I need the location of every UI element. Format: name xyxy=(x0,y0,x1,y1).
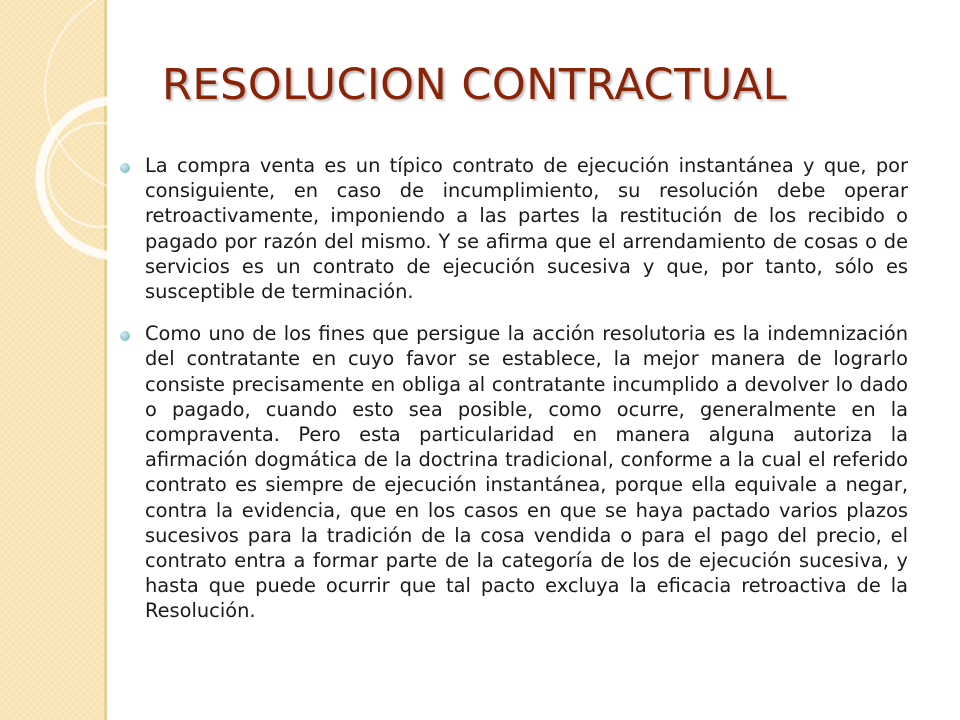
bullet-dot-icon xyxy=(120,331,130,341)
bullet-text: La compra venta es un típico contrato de ejecución instantánea y que, por consiguiente, en caso de incumplimiento, su resolución debe operar retroactivamente, imponiendo a las partes la restitución de los recibido o pagado por razón del mismo. Y se afirma que el arrendamiento de cosas o de servicios es un contrato de ejecución sucesiva y que, por tanto, sólo es susceptible de terminación. xyxy=(145,154,908,304)
bullet-item xyxy=(118,153,908,304)
bullet-dot-icon xyxy=(120,163,130,173)
slide-title: RESOLUCION CONTRACTUAL xyxy=(162,60,788,110)
bullet-text: Como uno de los fines que persigue la acción resolutoria es la indemnización del contratante en cuyo favor se establece, la mejor manera de lograrlo consiste precisamente en obliga al contratante incumplido a devolver lo dado o pagado, cuando esto sea posible, como ocurre, generalmente en la compraventa. Pero esta particularidad en manera alguna autoriza la afirmación dogmática de la doctrina tradicional, conforme a la cual el referido contrato es siempre de ejecución instantánea, porque ella equivale a negar, contra la evidencia, que en los casos en que se haya pactado varios plazos sucesivos para la tradición de la cosa vendida o para el pago del precio, el contrato entra a formar parte de la categoría de los de ejecución sucesiva, y hasta que puede ocurrir que tal pacto excluya la eficacia retroactiva de la Resolución. xyxy=(145,322,908,623)
bullet-list xyxy=(118,153,908,641)
bullet-item xyxy=(118,321,908,623)
